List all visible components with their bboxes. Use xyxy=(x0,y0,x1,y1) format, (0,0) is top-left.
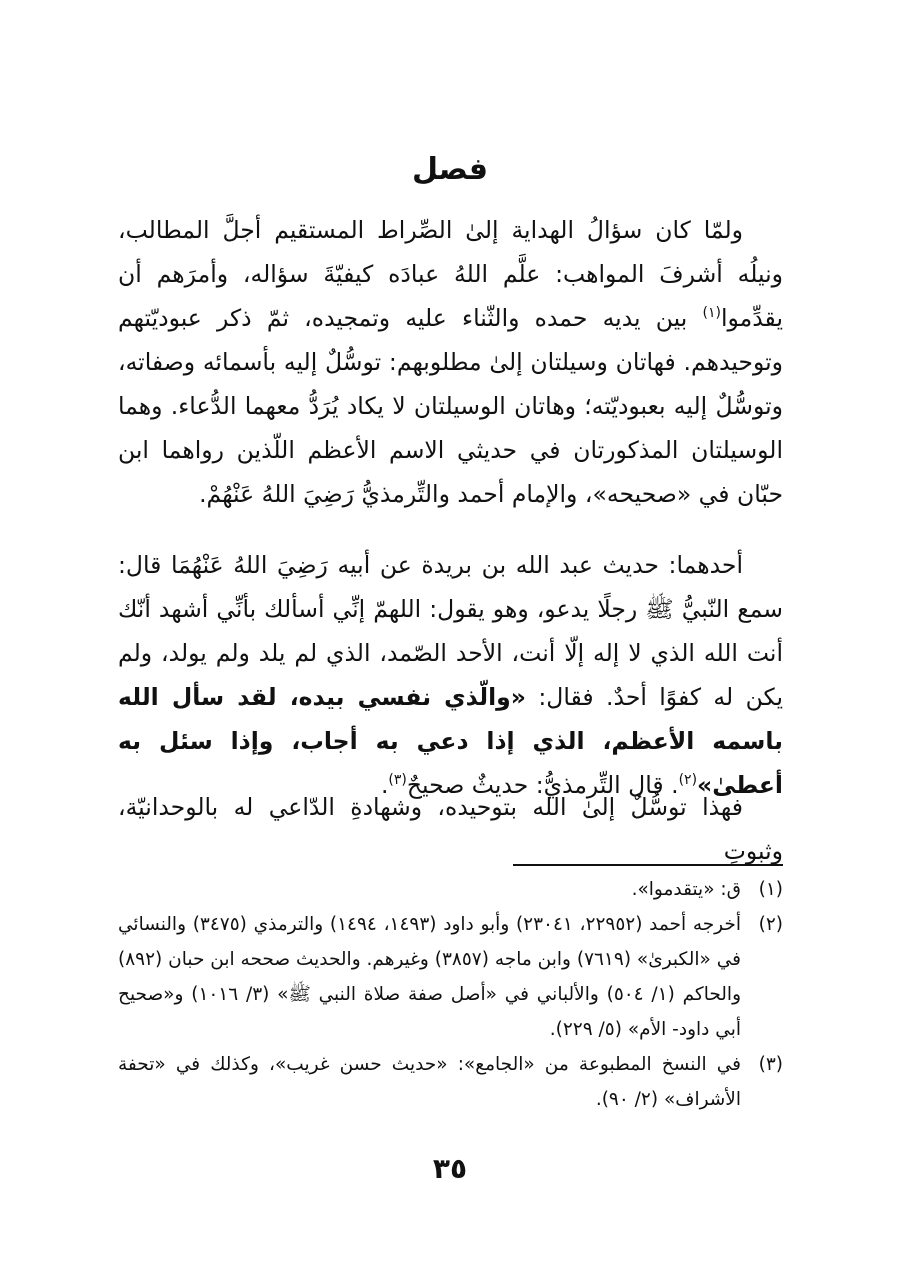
footnotes xyxy=(118,872,783,1117)
section-heading: فصل xyxy=(412,152,488,187)
paragraph-text: أحدهما: حديث عبد الله بن بريدة عن أبيه رَضِيَ اللهُ عَنْهُمَا قال: سمع النّبيُّ ﷺ رجلًا يدعو، وهو يقول: اللهمّ إنِّي أسألك بأنِّي أشهد أنّك أنت الله الذي لا إله إلّا أنت، الأحد الصّمد، الذي لم يلد ولم يولد، ولم يكن له كفوًا أحدٌ. فقال: xyxy=(118,551,783,711)
footnote-text: في النسخ المطبوعة من «الجامع»: «حديث حسن غريب»، وكذلك في «تحفة الأشراف» (٢/ ٩٠). xyxy=(118,1054,741,1110)
body-paragraph-1 xyxy=(118,208,783,516)
hadith-quote: «والّذي نفسي بيده، لقد سأل الله باسمه الأعظم، الذي إذا دعي به أجاب، وإذا سئل به أعطىٰ» xyxy=(118,683,783,799)
footnote-text: أخرجه أحمد (٢٢٩٥٢، ٢٣٠٤١) وأبو داود (١٤٩٣، ١٤٩٤) والترمذي (٣٤٧٥) والنسائي في «الكبرىٰ» (٧٦١٩) وابن ماجه (٣٨٥٧) وغيرهم. والحديث صححه ابن حبان (٨٩٢) والحاكم (١/ ٥٠٤) والألباني في «أصل صفة صلاة النبي ﷺ» (٣/ ١٠١٦) و«صحيح أبي داود- الأم» (٥/ ٢٢٩). xyxy=(118,914,742,1040)
footnote-3 xyxy=(118,1047,783,1117)
paragraph-text: . xyxy=(380,771,389,799)
footnote-ref-3[interactable]: (٣) xyxy=(388,772,407,789)
footnote-number: (٣) xyxy=(758,1054,783,1075)
paragraph-text: بين يديه حمده والثّناء عليه وتمجيده، ثمّ ذكر عبوديّتهم وتوحيدهم. فهاتان وسيلتان إلىٰ مطلوبهم: توسُّلٌ إليه بأسمائه وصفاته، وتوسُّلٌ إليه بعبوديّته؛ وهاتان الوسيلتان لا يكاد يُرَدُّ معهما الدُّعاء. وهما الوسيلتان المذكورتان في حديثي الاسم الأعظم اللّذين رواهما ابن حبّان في «صحيحه»، والإمام أحمد والتِّرمذيُّ رَضِيَ اللهُ عَنْهُمْ. xyxy=(118,304,783,508)
paragraph-text: فهذا توسُّلٌ إلىٰ الله بتوحيده، وشهادةِ الدّاعي له بالوحدانيّة، وثبوتِ xyxy=(118,793,783,865)
body-paragraph-2 xyxy=(118,543,783,807)
footnote-text: ق: «يتقدموا». xyxy=(631,879,741,900)
paragraph-text: ولمّا كان سؤالُ الهداية إلىٰ الصِّراط المستقيم أجلَّ المطالب، ونيلُه أشرفَ المواهب: علَّم اللهُ عبادَه كيفيّةَ سؤاله، وأمرَهم أن يقدِّموا xyxy=(118,216,783,332)
footnote-number: (١) xyxy=(758,879,783,900)
footnote-ref-2[interactable]: (٢) xyxy=(678,772,698,789)
footnote-2 xyxy=(118,907,783,1047)
footnote-divider xyxy=(513,864,783,866)
footnote-ref-1[interactable]: (١) xyxy=(702,305,721,322)
footnote-1 xyxy=(118,872,783,907)
body-paragraph-3 xyxy=(118,785,783,873)
page-number: ٣٥ xyxy=(432,1152,468,1185)
footnote-number: (٢) xyxy=(758,914,783,935)
paragraph-text: . قال التِّرمذيُّ: حديثٌ صحيحٌ xyxy=(406,771,679,799)
